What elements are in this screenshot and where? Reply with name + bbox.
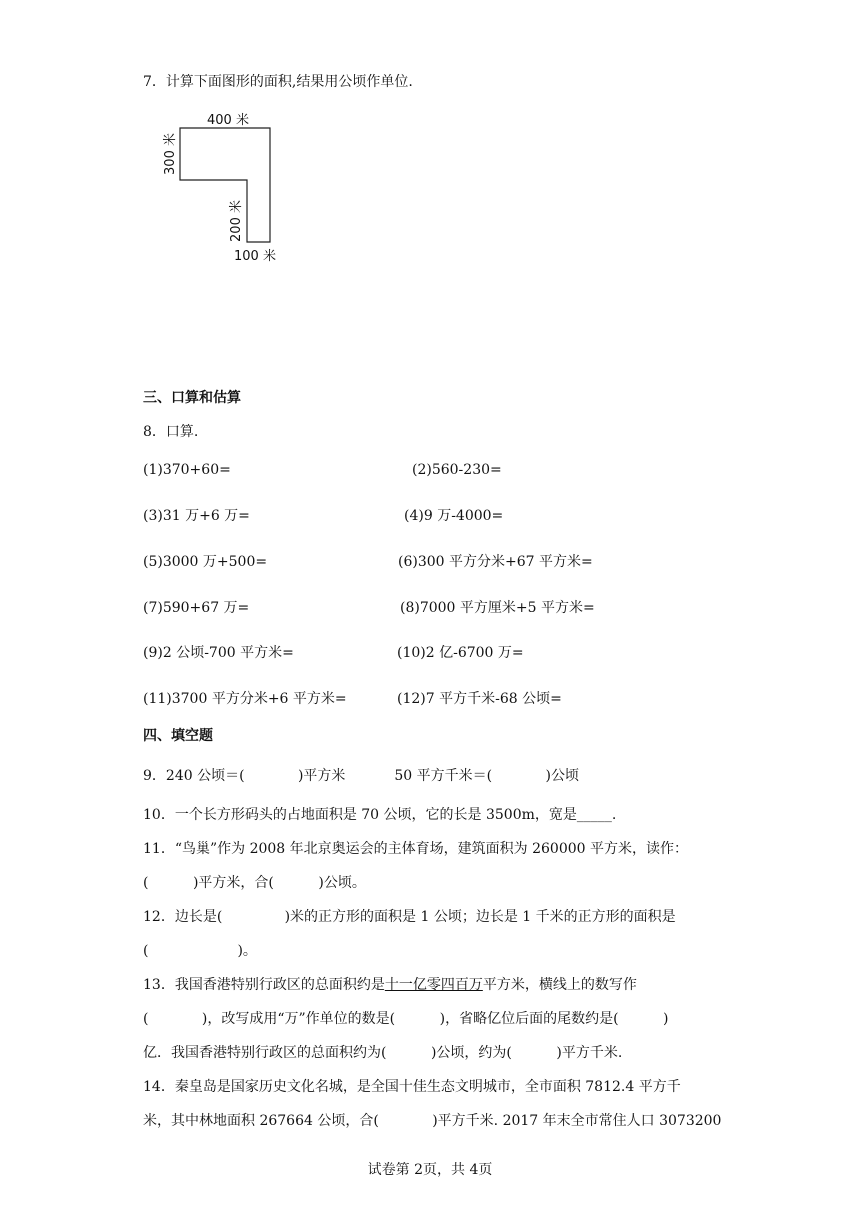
q7-text: 7．计算下面图形的面积,结果用公顷作单位. [143,74,413,90]
calc-5: (5)3000 万+500= [143,554,268,570]
calc-12: (12)7 平方千米-68 公顷= [397,691,562,707]
calc-2: (2)560-230= [412,462,502,478]
label-inner: 200 米 [229,200,244,242]
q11-line1: 11．“鸟巢”作为 2008 年北京奥运会的主体育场，建筑面积为 260000 平方米，读作： [143,841,689,857]
calc-1: (1)370+60= [143,462,231,478]
label-left: 300 米 [163,133,178,175]
q13-line3: 亿．我国香港特别行政区的总面积约为( )公顷，约为( )平方千米. [143,1045,623,1061]
page-footer: 试卷第 2页，共 4页 [367,1162,493,1178]
q10-text: 10．一个长方形码头的占地面积是 70 公顷，它的长是 3500m，宽是_____. [143,807,617,823]
q13-pre: 13．我国香港特别行政区的总面积约是 [143,977,385,993]
label-bottom: 100 米 [234,249,276,264]
q13-post: 平方米，横线上的数写作 [482,977,637,993]
calc-4: (4)9 万-4000= [404,508,504,524]
section4-title: 四、填空题 [143,728,213,744]
figure-outline [180,128,270,242]
q12-line2: ( )。 [143,943,257,959]
q11-line2: ( )平方米，合( )公顷。 [143,875,366,891]
q13-line1 [143,975,637,995]
calc-7: (7)590+67 万= [143,600,250,616]
calc-8: (8)7000 平方厘米+5 平方米= [400,600,595,616]
calc-10: (10)2 亿-6700 万= [397,645,524,661]
calc-11: (11)3700 平方分米+6 平方米= [143,691,347,707]
q13-line2: ( )，改写成用“万”作单位的数是( )，省略亿位后面的尾数约是( ) [143,1011,669,1027]
q14-line2: 米，其中林地面积 267664 公顷，合( )平方千米. 2017 年末全市常住人口 3073200 [143,1113,722,1129]
q7-figure [150,108,290,268]
calc-6: (6)300 平方分米+67 平方米= [398,554,593,570]
calc-3: (3)31 万+6 万= [143,508,250,524]
q9-text: 9．240 公顷＝( )平方米 50 平方千米＝( )公顷 [143,768,579,784]
calc-9: (9)2 公顷-700 平方米= [143,645,294,661]
section3-title: 三、口算和估算 [143,390,241,406]
q8-text: 8．口算. [143,424,199,440]
q14-line1: 14．秦皇岛是国家历史文化名城，是全国十佳生态文明城市，全市面积 7812.4 平方千 [143,1079,681,1095]
q12-line1: 12．边长是( )米的正方形的面积是 1 公顷；边长是 1 千米的正方形的面积是 [143,909,676,925]
label-top: 400 米 [207,113,249,128]
q13-underlined: 十一亿零四百万 [384,977,483,993]
